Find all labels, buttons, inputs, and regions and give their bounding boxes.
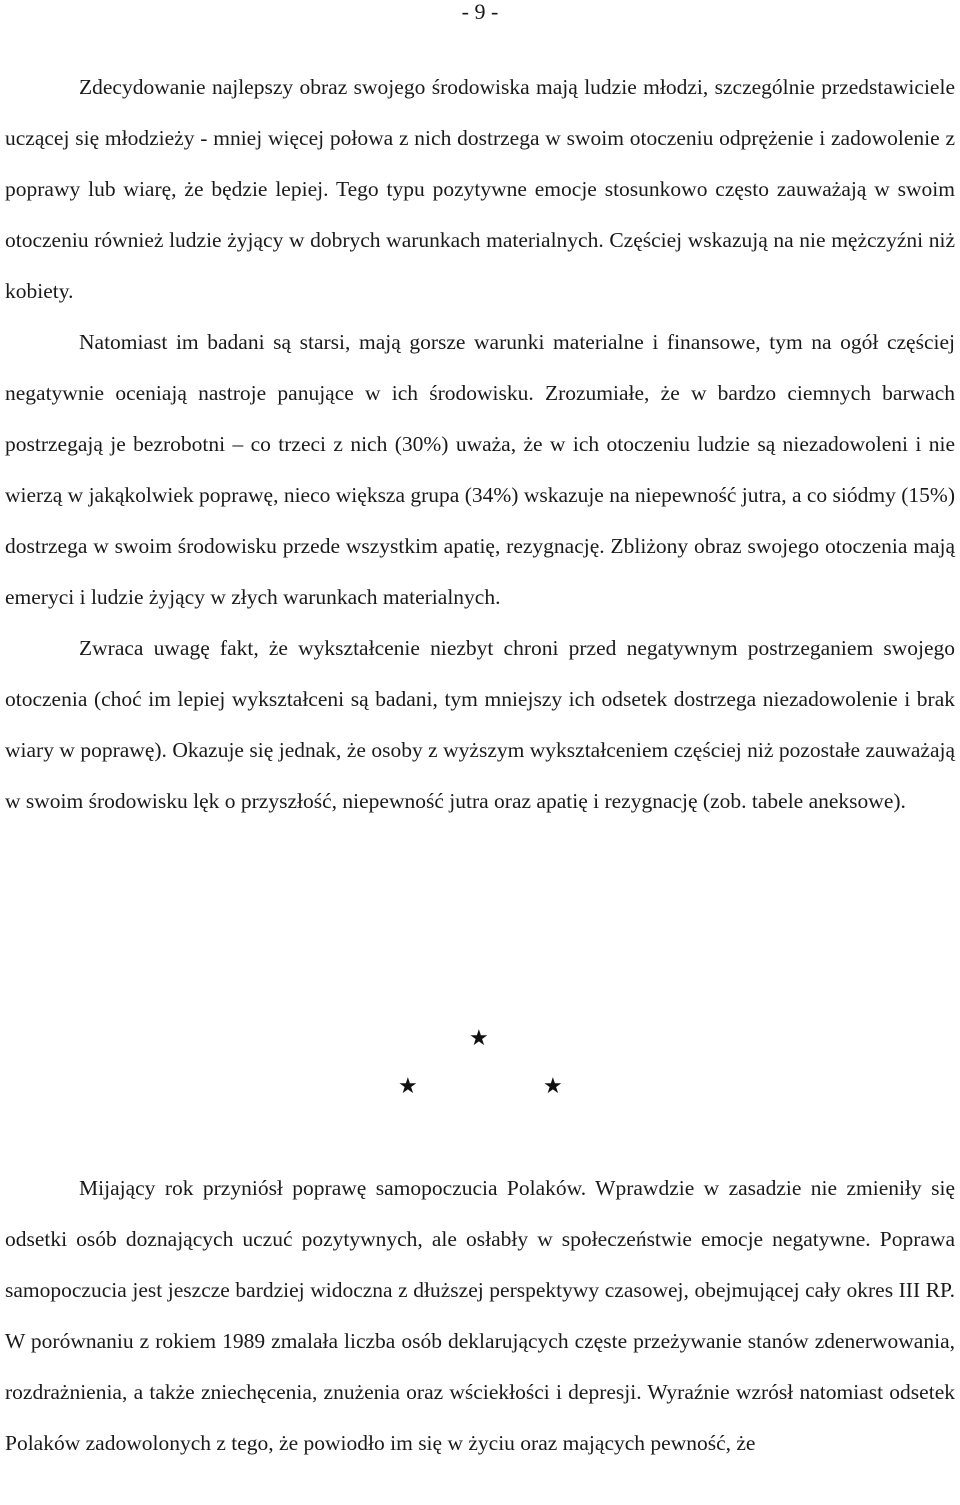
document-body-continued	[5, 1163, 955, 1469]
star-icon: ★	[543, 1074, 563, 1099]
page-number: - 9 -	[461, 0, 499, 24]
section-separator	[0, 1020, 960, 1110]
paragraph: Zwraca uwagę fakt, że wykształcenie niezbyt chroni przed negatywnym postrzeganiem swojego otoczenia (choć im lepiej wykształceni są badani, tym mniejszy ich odsetek dostrzega niezadowolenie i brak wiary w poprawę). Okazuje się jednak, że osoby z wyższym wykształceniem częściej niż pozostałe zauważają w swoim środowisku lęk o przyszłość, niepewność jutra oraz apatię i rezygnację (zob. tabele aneksowe).	[5, 636, 955, 813]
paragraph: Mijający rok przyniósł poprawę samopoczucia Polaków. Wprawdzie w zasadzie nie zmieniły się odsetki osób doznających uczuć pozytywnych, ale osłabły w społeczeństwie emocje negatywne. Poprawa samopoczucia jest jeszcze bardziej widoczna z dłuższej perspektywy czasowej, obejmującej cały okres III RP. W porównaniu z rokiem 1989 zmalała liczba osób deklarujących częste przeżywanie stanów zdenerwowania, rozdrażnienia, a także zniechęcenia, znużenia oraz wściekłości i depresji. Wyraźnie wzrósł natomiast odsetek Polaków zadowolonych z tego, że powiodło im się w życiu oraz mających pewność, że	[5, 1176, 955, 1455]
star-icon: ★	[469, 1026, 489, 1051]
document-body	[5, 62, 955, 827]
star-icon: ★	[398, 1074, 418, 1099]
paragraph: Zdecydowanie najlepszy obraz swojego środowiska mają ludzie młodzi, szczególnie przedstawiciele uczącej się młodzieży - mniej więcej połowa z nich dostrzega w swoim otoczeniu odprężenie i zadowolenie z poprawy lub wiarę, że będzie lepiej. Tego typu pozytywne emocje stosunkowo często zauważają w swoim otoczeniu również ludzie żyjący w dobrych warunkach materialnych. Częściej wskazują na nie mężczyźni niż kobiety.	[5, 75, 955, 303]
paragraph: Natomiast im badani są starsi, mają gorsze warunki materialne i finansowe, tym na ogół częściej negatywnie oceniają nastroje panujące w ich środowisku. Zrozumiałe, że w bardzo ciemnych barwach postrzegają je bezrobotni – co trzeci z nich (30%) uważa, że w ich otoczeniu ludzie są niezadowoleni i nie wierzą w jakąkolwiek poprawę, nieco większa grupa (34%) wskazuje na niepewność jutra, a co siódmy (15%) dostrzega w swoim środowisku przede wszystkim apatię, rezygnację. Zbliżony obraz swojego otoczenia mają emeryci i ludzie żyjący w złych warunkach materialnych.	[5, 330, 955, 609]
